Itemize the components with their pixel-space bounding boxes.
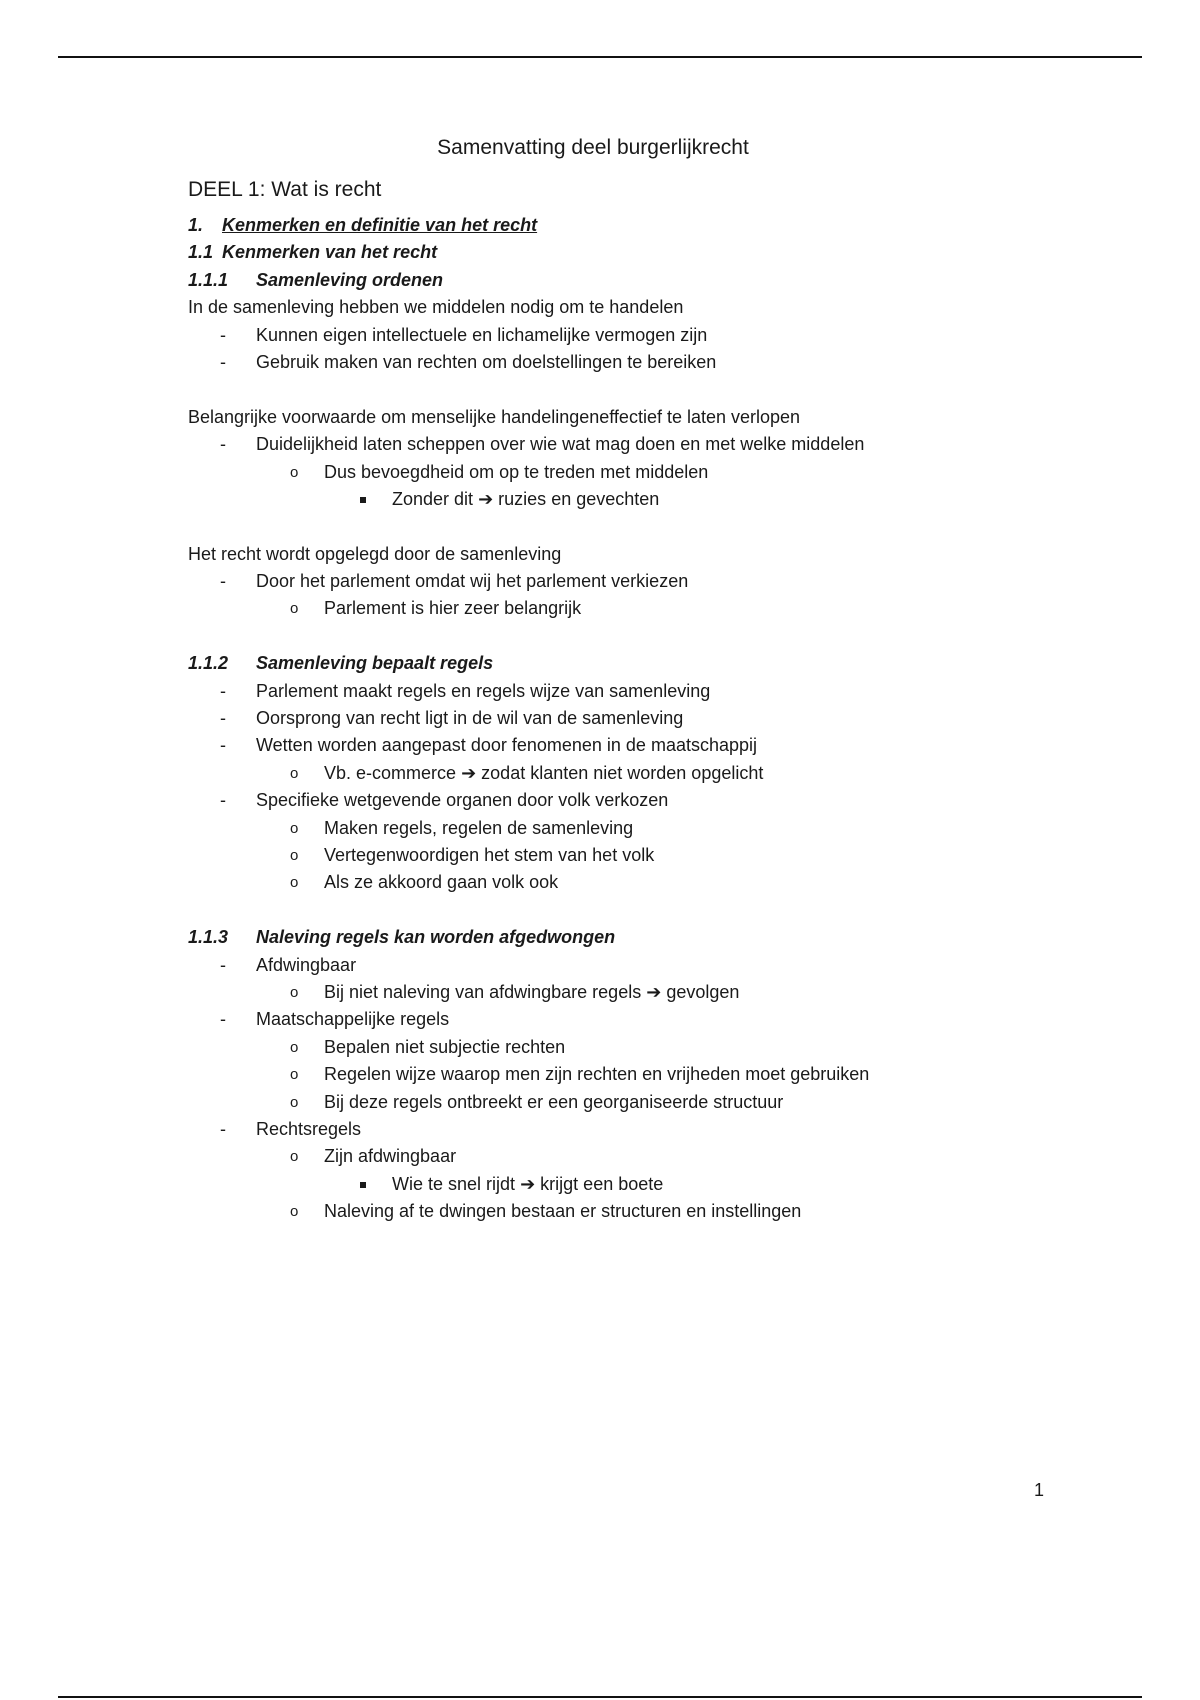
arrow-icon: ➔ xyxy=(646,981,662,1002)
list-item: o Als ze akkoord gaan volk ook xyxy=(188,869,1088,896)
dash-bullet: - xyxy=(220,1009,226,1030)
dash-bullet: - xyxy=(220,954,226,975)
list-item: - Kunnen eigen intellectuele en lichamelijke vermogen zijn xyxy=(188,322,1088,349)
circle-bullet: o xyxy=(290,1148,299,1166)
list-item: - Afdwingbaar xyxy=(188,952,1088,979)
dash-bullet: - xyxy=(220,351,226,372)
square-bullet-icon xyxy=(360,486,366,513)
list-item: Wie te snel rijdt ➔ krijgt een boete xyxy=(188,1171,1088,1198)
list-item: o Dus bevoegdheid om op te treden met middelen xyxy=(188,459,1088,486)
list-item: o Vertegenwoordigen het stem van het volk xyxy=(188,842,1088,869)
list-item: o Vb. e-commerce ➔ zodat klanten niet worden opgelicht xyxy=(188,760,1088,787)
circle-bullet: o xyxy=(290,1203,299,1221)
list-item: o Parlement is hier zeer belangrijk xyxy=(188,595,1088,622)
document-title: Samenvatting deel burgerlijkrecht xyxy=(437,136,749,159)
section-heading-1: 1. Kenmerken en definitie van het recht xyxy=(188,215,538,235)
dash-bullet: - xyxy=(220,680,226,701)
list-item: - Door het parlement omdat wij het parlement verkiezen xyxy=(188,568,1088,595)
list-item: o Naleving af te dwingen bestaan er structuren en instellingen xyxy=(188,1198,1088,1225)
list-item: o Maken regels, regelen de samenleving xyxy=(188,815,1088,842)
circle-bullet: o xyxy=(290,983,299,1001)
circle-bullet: o xyxy=(290,874,299,892)
section-heading-1-title: Kenmerken en definitie van het recht xyxy=(222,215,538,235)
part-heading: DEEL 1: Wat is recht xyxy=(188,178,382,201)
circle-bullet: o xyxy=(290,463,299,481)
list-item: o Bepalen niet subjectie rechten xyxy=(188,1034,1088,1061)
arrow-icon: ➔ xyxy=(478,488,494,509)
dash-bullet: - xyxy=(220,571,226,592)
list-item: - Oorsprong van recht ligt in de wil van de samenleving xyxy=(188,705,1088,732)
paragraph: In de samenleving hebben we middelen nodig om te handelen xyxy=(188,297,684,318)
list-item: o Regelen wijze waarop men zijn rechten en vrijheden moet gebruiken xyxy=(188,1061,1088,1088)
page-number: 1 xyxy=(1034,1480,1045,1500)
dash-bullet: - xyxy=(220,434,226,455)
list-item: o Bij deze regels ontbreekt er een georganiseerde structuur xyxy=(188,1089,1088,1116)
section-heading-1-1-2: 1.1.2 Samenleving bepaalt regels xyxy=(188,653,494,674)
list-item: Zonder dit ➔ ruzies en gevechten xyxy=(188,486,1088,513)
dash-bullet: - xyxy=(220,735,226,756)
paragraph: Het recht wordt opgelegd door de samenleving xyxy=(188,543,562,564)
arrow-icon: ➔ xyxy=(520,1173,536,1194)
document-body xyxy=(188,128,1088,1225)
bottom-rule xyxy=(58,1696,1142,1698)
section-heading-1-1-3: 1.1.3 Naleving regels kan worden afgedwongen xyxy=(188,927,616,948)
dash-bullet: - xyxy=(220,790,226,811)
section-heading-1-1-1: 1.1.1 Samenleving ordenen xyxy=(188,269,444,290)
list-item: - Parlement maakt regels en regels wijze van samenleving xyxy=(188,678,1088,705)
list-item: - Rechtsregels xyxy=(188,1116,1088,1143)
circle-bullet: o xyxy=(290,1038,299,1056)
circle-bullet: o xyxy=(290,846,299,864)
list-item: o Bij niet naleving van afdwingbare regels ➔ gevolgen xyxy=(188,979,1088,1006)
circle-bullet: o xyxy=(290,600,299,618)
dash-bullet: - xyxy=(220,324,226,345)
circle-bullet: o xyxy=(290,764,299,782)
list-item: - Gebruik maken van rechten om doelstellingen te bereiken xyxy=(188,349,1088,376)
dash-bullet: - xyxy=(220,1118,226,1139)
circle-bullet: o xyxy=(290,1093,299,1111)
arrow-icon: ➔ xyxy=(461,762,477,783)
paragraph: Belangrijke voorwaarde om menselijke handelingeneffectief te laten verlopen xyxy=(188,406,801,427)
circle-bullet: o xyxy=(290,1066,299,1084)
list-item: - Maatschappelijke regels xyxy=(188,1006,1088,1033)
list-item: - Specifieke wetgevende organen door volk verkozen xyxy=(188,787,1088,814)
dash-bullet: - xyxy=(220,708,226,729)
top-rule xyxy=(58,56,1142,58)
section-heading-1-1: 1.1 Kenmerken van het recht xyxy=(188,242,438,263)
list-item: - Wetten worden aangepast door fenomenen in de maatschappij xyxy=(188,732,1088,759)
circle-bullet: o xyxy=(290,819,299,837)
list-item: o Zijn afdwingbaar xyxy=(188,1143,1088,1170)
list-item: - Duidelijkheid laten scheppen over wie wat mag doen en met welke middelen xyxy=(188,431,1088,458)
square-bullet-icon xyxy=(360,1171,366,1198)
